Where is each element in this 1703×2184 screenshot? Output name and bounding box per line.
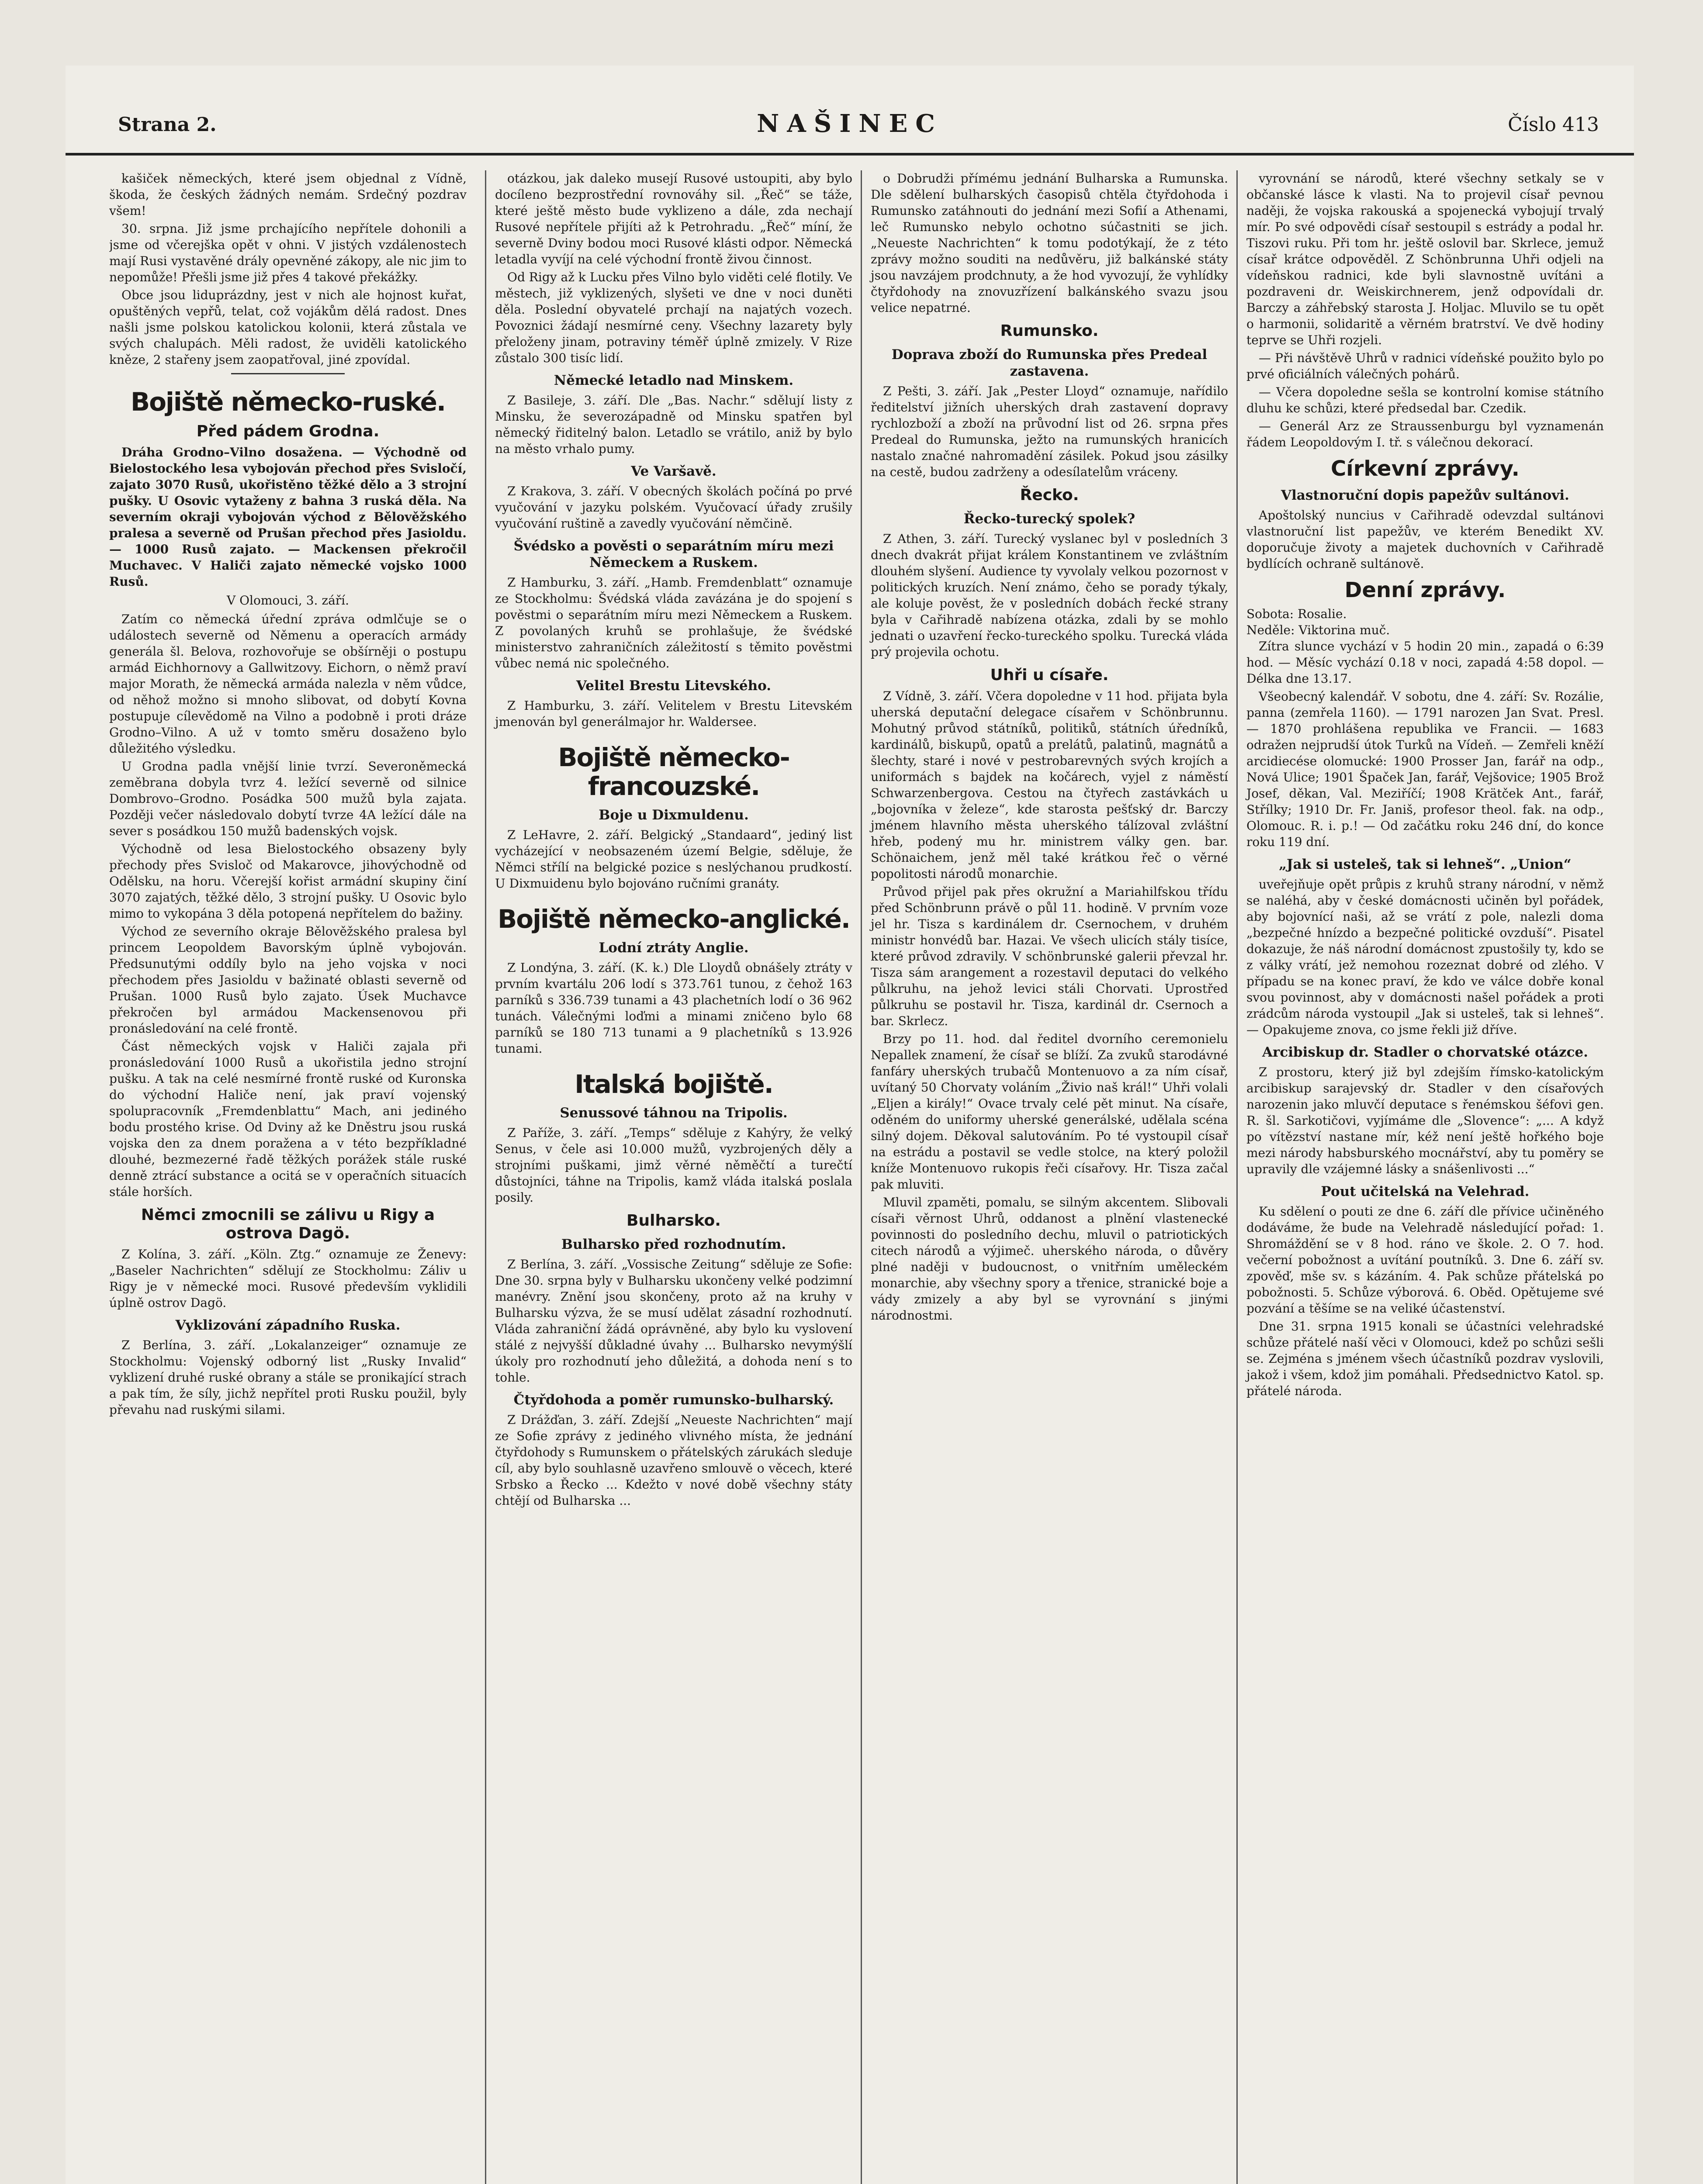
headline: Řecko. — [1020, 486, 1079, 504]
paragraph: Všeobecný kalendář. V sobotu, dne 4. září: Sv. Rozálie, panna (zemřela 1160). — 1791 narozen Jan Svat. Presl. — 1870 prohlášena republika ve Francii. — 1683 odražen nejprudší útok Turků na Vídeň. — Zemřeli kněží arcidiecése olomucké: 1900 Prosser Jan, farář na odp., Nová Ulice; 1901 Špaček Jan, farář, Vejšovice; 1905 Brož Josef, děkan, Val. Meziříčí; 1908 Krätček Ant., farář, Střílky; 1910 Dr. Fr. Janiš, profesor theol. fak. na odp., Olomouc. R. i. p.! — Od začátku roku 246 dní, do konce roku 119 dní. — [1246, 689, 1604, 849]
paragraph: Ku sdělení o pouti ze dne 6. září dle přívice učiněného dodáváme, že bude na Velehradě následující pořad: 1. Shromáždění se v 8 hod. ráno ve škole. 2. O 7. hod. večerní pobožnost a uvítání poutníků. 3. Dne 6. září sv. zpověď, mše sv. s kázáním. 4. Pak schůze přátelská po pobožnosti. 5. Schůze výborová. 6. Oběd. Opětujeme své pozvání a těšíme se na veliké účastenství. — [1246, 1204, 1604, 1316]
subheadline: Senussové táhnou na Tripolis. — [560, 1105, 788, 1121]
paragraph: Část německých vojsk v Haliči zajala při pronásledování 1000 Rusů a ukořistila jedno strojní pušku. A tak na celé nesmírné frontě ruské od Kuronska do východní Haliče není, jak praví vojenský spolupracovník „Fremdenblattu“ Mach, ani jediného bodu prostého krise. Od Dviny až ke Dněstru jsou ruská vojska den za dnem poražena a v této bezpříkladné dlouhé, bezmezerné řadě těžkých porážek stále ruské denně ztrácí substance a ocitá se v operačních situacích stále horších. — [109, 1039, 467, 1199]
page-header — [66, 105, 1634, 156]
paragraph: Z Pešti, 3. září. Jak „Pester Lloyd“ oznamuje, nařídilo ředitelství jižních uherských drah zastavení dopravy rychlozboží a zboží na průvodní list od 26. srpna přes Predeal do Rumunska, ježto na rumunských hranicích nastalo značné nahromadění zásilek. Pokud jsou zásilky na cestě, budou zadrženy a odesílatelům vráceny. — [871, 384, 1228, 479]
column-3 — [861, 170, 1228, 2184]
subheadline: Bulharsko před rozhodnutím. — [561, 1237, 786, 1252]
paragraph: o Dobrudži přímému jednání Bulharska a Rumunska. Dle sdělení bulharských časopisů chtěla čtyřdohoda i Rumunsko zatáhnouti do jednání mezi Sofií a Athenami, leč Rumunsko nebylo ochotno súčastniti se jich. „Neueste Nachrichten“ k tomu podotýkají, že z této zprávy možno souditi na nedůvěru, již balkánské státy jsou navzájem prodchnuty, a že hod vyvozují, že vyhlídky čtyřdohody na znovuzřízení balkánského svazu jsou velice nepatrné. — [871, 171, 1228, 315]
paragraph: Z Drážďan, 3. září. Zdejší „Neueste Nachrichten“ mají ze Sofie zprávy z jediného vlivného místa, že jednání čtyřdohody s Rumunskem o přátelských zárukách sleduje cíl, aby bylo souhlasně uzavřeno smlouvě o věcech, které Srbsko a Řecko ... Kdežto v nové době všechny státy chtějí od Bulharska ... — [495, 1413, 852, 1508]
paragraph: Z LeHavre, 2. září. Belgický „Standaard“, jediný list vycházející v neobsazeném území Belgie, sděluje, že Němci střílí na belgické pozice s neslýchanou prudkostí. U Dixmuidenu bylo bojováno ručními granáty. — [495, 828, 852, 891]
paragraph: Z Hamburku, 3. září. Velitelem v Brestu Litevském jmenován byl generálmajor hr. Waldersee. — [495, 698, 852, 729]
paragraph: Z Berlína, 3. září. „Lokalanzeiger“ oznamuje ze Stockholmu: Vojenský odborný list „Rusky Invalid“ vyklizení druhé ruské obrany a stále se pronikající strach a pak tím, že síly, jichž nepřítel proti Rusku použil, byly převahu nad ruskými silami. — [109, 1338, 467, 1417]
paragraph: Průvod přijel pak přes okružní a Mariahilfskou třídu před Schönbrunn právě o půl 11. hodině. V prvním voze jel hr. Tisza s kardinálem dr. Csernochem, v druhém ministr honvédů bar. Hazai. Ve všech ulicích stály tisíce, které průvod zdravily. V schönbrunské galerii převzal hr. Tisza sám arangement a rozestavil deputaci do velkého půlkruhu, na jehož levici stáli Chorvati. Uprostřed půlkruhu se postavil hr. Tisza, kardinál dr. Csernoch a bar. Skrlecz. — [871, 885, 1228, 1028]
newspaper-page — [66, 66, 1634, 2184]
headline: Němci zmocnili se zálivu u Rigy a ostrova Dagö. — [141, 1206, 435, 1242]
subheadline: Pout učitelská na Velehrad. — [1321, 1184, 1530, 1199]
paragraph: — Včera dopoledne sešla se kontrolní komise státního dluhu ke schůzi, které předsedal bar. Czedik. — [1246, 385, 1604, 415]
paragraph: Dne 31. srpna 1915 konali se účastníci velehradské schůze přátelé naší věci v Olomouci, kdež po schůzi sešli se. Zejména s jménem všech účastníků pozdrav vyslovili, jakož i všem, kdož jim pomáhali. Předsednictvo Katol. sp. přátelé národa. — [1246, 1319, 1604, 1398]
paragraph: Z prostoru, který již byl zdejším římsko-katolickým arcibiskup sarajevský dr. Stadler v den císařových narozenin jako mluvčí deputace s řenémskou šéfovi gen. R. šl. Sarkotičovi, vyjímáme dle „Slovence“: „... A když po vítězství nastane mír, kéž není ještě hořkého boje mezi národy habsburského mocnářství, aby tu poměry se upravily dle vzájemné lásky a snášenlivosti ...“ — [1246, 1065, 1604, 1176]
paragraph: Apoštolský nuncius v Cařihradě odevzdal sultánovi vlastnoruční list papežův, ve kterém Benedikt XV. doporučuje životy a majetek duchovních v Cařihradě bydlících ochraně sultánově. — [1246, 508, 1604, 571]
section-banner: Bojiště německo-ruské. — [130, 387, 446, 417]
headline: Uhři u císaře. — [990, 666, 1109, 684]
paragraph: U Grodna padla vnější linie tvrzí. Severoněmecká zeměbrana dobyla tvrz 4. ležící severně od silnice Dombrovo–Grodno. Posádka 500 mužů byla zajata. Později večer následovalo dobytí tvrze 4A ležící dále na sever s posádkou 150 mužů badenských vojsk. — [109, 759, 467, 838]
section-heading: Církevní zprávy. — [1331, 456, 1520, 481]
paragraph: Z Vídně, 3. září. Včera dopoledne v 11 hod. přijata byla uherská deputační delegace císařem v Schönbrunnu. Mohutný průvod státníků, politiků, státních úředníků, kardinálů, biskupů, opatů a prelátů, palatinů, magnátů a šlechty, staré i nové v pestrobarevných svých krojích a uniformách s bajdek na kočárech, vyjel z náměstí Schwarzenbergova. Cestou na čtyřech zastávkách u „bojovníka v železe“, kde starosta pešťský dr. Barczy jménem hlavního města uherského tálízoval zvláštní hřeb, podený mu hr. ministrem války gen. bar. Schönaichem, jenž měl také krátkou řeč o věrné popolitosti národů monarchie. — [871, 689, 1228, 881]
paragraph: kašiček německých, které jsem objednal z Vídně, škoda, že českých žádných nemám. Srdečný pozdrav všem! — [109, 171, 467, 218]
paragraph: Z Basileje, 3. září. Dle „Bas. Nachr.“ sdělují listy z Minsku, že severozápadně od Minsku spatřen byl německý řiditelný balon. Letadlo se vrátilo, aniž by bylo na město vrhalo pumy. — [495, 393, 852, 456]
section-banner: Bojiště německo-anglické. — [498, 904, 850, 934]
subheadline: Arcibiskup dr. Stadler o chorvatské otázce. — [1262, 1044, 1589, 1060]
subheadline: Velitel Brestu Litevského. — [576, 678, 772, 694]
paragraph: — Generál Arz ze Straussenburgu byl vyznamenán řádem Leopoldovým I. tř. s válečnou dekorací. — [1246, 419, 1604, 449]
section-banner: Bojiště německo-francouzské. — [558, 743, 789, 801]
paragraph: Z Kolína, 3. září. „Köln. Ztg.“ oznamuje ze Ženevy: „Baseler Nachrichten“ sdělují ze Stockholmu: Záliv u Rigy je v německé moci. Rusové především vyklidili úplně ostrov Dagö. — [109, 1247, 467, 1310]
subheadline: „Jak si usteleš, tak si lehneš“. „Union“ — [1279, 857, 1571, 872]
paragraph: Z Athen, 3. září. Turecký vyslanec byl v posledních 3 dnech dvakrát přijat králem Konstantinem ve zvláštním dlouhém slyšení. Audience ty vyvolaly velkou pozornost v politických kruzích. Není známo, čeho se porady týkaly, ale koluje pověst, že v posledních dobách řecké strany byla v Cařihradě nabízena otázka, zdali by se mohlo jednati o uzavření řecko-tureckého spolku. Turecká vláda prý projevila ochotu. — [871, 532, 1228, 659]
paragraph: 30. srpna. Již jsme prchajícího nepřítele dohonili a jsme od včerejška opět v ohni. V jistých vzdálenostech mají Rusi vystavěné drály opevněné zákopy, ale nic jim to nepomůže! Přešli jsme již přes 4 takové překážky. — [109, 221, 467, 284]
subheadline: Lodní ztráty Anglie. — [599, 940, 749, 956]
masthead-title: NAŠINEC — [757, 109, 943, 138]
lead-paragraph: Dráha Grodno–Vilno dosažena. — Východně od Bielostockého lesa vybojován přechod přes Svisločí, zajato 3070 Rusů, ukořistěno těžké dělo a 3 strojní pušky. U Osovic vytaženy z bahna 3 ruská děla. Na severním okraji vybojován východ z Bělověžského pralesa a severně od Prušan přechod přes Jasioldu. — 1000 Rusů zajato. — Mackensen překročil Muchavec. V Haliči zajato německé vojsko 1000 Rusů. — [109, 445, 467, 589]
paragraph: Od Rigy až k Lucku přes Vilno bylo viděti celé flotily. Ve městech, již vyklizených, slyšeti ve dne v noci duněti děla. Poslední obyvatelé prchají na najatých vozech. Povoznici žádají nesmírné ceny. Všechny lazarety byly přeloženy jinam, potraviny téměř úplně zmizely. V Rize zůstalo 300 tisíc lidí. — [495, 270, 852, 365]
dateline: V Olomouci, 3. září. — [226, 593, 350, 608]
paragraph: Zatím co německá úřední zpráva odmlčuje se o událostech severně od Němenu a operacích armády generála šl. Belova, rozhovořuje se obšírněji o postupu armád Eichhornovy a Gallwitzovy. Eichorn, o němž praví major Morath, že německá armáda nalezla v něm vůdce, od něhož možno si mnoho slibovat, od dobytí Kovna postupuje cílevědomě na Vilno a podobně i proti dráze Grodno–Vilno. A už v tomto směru dosaženo bylo důležitého výsledku. — [109, 612, 467, 756]
calendar-line: Neděle: Viktorina muč. — [1246, 623, 1390, 637]
calendar-line: Sobota: Rosalie. — [1246, 607, 1347, 621]
headline: Rumunsko. — [1000, 322, 1099, 340]
subheadline: Doprava zboží do Rumunska přes Predeal zastavena. — [891, 347, 1208, 379]
paragraph: Zítra slunce vychází v 5 hodin 20 min., zapadá o 6:39 hod. — Měsíc vychází 0.18 v noci, zapadá 4:58 dopol. — Délka dne 13.17. — [1246, 639, 1604, 686]
paragraph: otázkou, jak daleko musejí Rusové ustoupiti, aby bylo docíleno bezprostřední rovnováhy sil. „Řeč“ se táže, které ještě město bude vyklizeno a dále, zda nechají Rusové nepřítele přijíti až k Petrohradu. „Řeč“ míní, že severně Dviny bodou moci Rusové klásti odpor. Německá letadla vyvíjí na celé východní frontě živou činnost. — [495, 171, 852, 266]
paragraph: Východně od lesa Bielostockého obsazeny byly přechody přes Svisloč od Makarovce, jihovýchodně od Odělsku, na horu. Včerejší kořist armádní skupiny činí 3070 zajatých, těžké dělo, 3 strojní pušky. U Osovic bylo mimo to vykopána 3 děla potopená nepřítelem do bažiny. — [109, 842, 467, 921]
paragraph: — Při návštěvě Uhrů v radnici vídeňské použito bylo po prvé oficiálních válečných pohárů. — [1246, 351, 1604, 381]
paragraph: Obce jsou liduprázdny, jest v nich ale hojnost kuřat, opuštěných vepřů, telat, což vojákům dělá radost. Dnes našli jsme polskou katolickou kolonii, která zůstala ve svých chalupách. Měli radost, že uviděli katolického kněze, 2 stařeny jsem zaopatřoval, jiné zpovídal. — [109, 288, 467, 367]
column-4 — [1236, 170, 1604, 2184]
paragraph: Z Berlína, 3. září. „Vossische Zeitung“ sděluje ze Sofie: Dne 30. srpna byly v Bulharsku ukončeny velké podzimní manévry. Znění jsou skončeny, proto až na kruhy v Bulharsku výzva, že se musí udělat zásadní rozhodnutí. Vláda zahraniční žádá oprávněné, aby bylo ku vyslovení stálé z nejvyšší důkladné úvahy ... Bulharsko nevymýšlí úkoly pro rozhodnutí jeho důležitá, a dohoda není s to tohle. — [495, 1257, 852, 1385]
subheadline: Ve Varšavě. — [631, 463, 717, 479]
paragraph: Mluvil zpaměti, pomalu, se silným akcentem. Slibovali císaři věrnost Uhrů, oddanost a plnění vlastenecké povinnosti do posledního dechu, mluvil o patriotických citech národů a výjimeč. uherského národa, o důvěry plné naději v budoucnost, o vnitřním uměleckém monarchie, aby všechny spory a třenice, stranické boje a vády zmizely a aby byl se vyrovnání s jinými národnostmi. — [871, 1195, 1228, 1323]
paragraph: Z Krakova, 3. září. V obecných školách počíná po prvé vyučování v jazyku polském. Vyučovací úřady zrušily vyučování ruštině a zavedly vyučování němčině. — [495, 484, 852, 531]
subheadline: Vyklizování západního Ruska. — [175, 1317, 401, 1333]
section-heading: Denní zprávy. — [1344, 578, 1506, 602]
columns — [109, 170, 1604, 2184]
paragraph: Z Paříže, 3. září. „Temps“ sděluje z Kahýry, že velký Senus, v čele asi 10.000 mužů, vyzbrojených děly a strojními puškami, jimž věrné něměčtí a turečtí důstojníci, táhne na Tripolis, kamž vláda italská poslala posily. — [495, 1126, 852, 1205]
page-label: Strana 2. — [118, 114, 217, 136]
divider — [231, 373, 345, 374]
paragraph: Východ ze severního okraje Bělověžského pralesa byl princem Leopoldem Bavorským úplně vybojován. Předsunutými oddíly bylo na jeho vojska v noci přechodem přes Jasioldu v bažinaté oblasti severně od Prušan. 1000 Rusů bylo zajato. Úsek Muchavce překročen byl armádou Mackensenovou při pronásledování na celé frontě. — [109, 924, 467, 1036]
headline: Bulharsko. — [627, 1212, 721, 1230]
subheadline: Švédsko a pověsti o separátním míru mezi Německem a Ruskem. — [513, 538, 834, 570]
paragraph: vyrovnání se národů, které všechny setkaly se v občanské lásce k vlasti. Na to projevil císař pevnou naději, že vojska rakouská a spojenecká vybojují trvalý mír. Po své odpovědi císař sestoupil s estrády a podal hr. Tiszovi ruku. Při tom hr. ještě oslovil bar. Skrlece, jemuž císař krátce odpověděl. Z Schönbrunna Uhři odjeli na vídeňskou radnici, kde byli slavnostně uvítáni a pozdraveni dr. Weiskirchnerem, jenž odpovídali dr. Barczy a záhřebský starosta J. Holjac. Mluvilo se tu opět o harmonii, solidaritě a věrném bratrství. Ve dvě hodiny teprve se Uhři rozjeli. — [1246, 171, 1604, 347]
subheadline: Řecko-turecký spolek? — [963, 511, 1135, 527]
paragraph: Z Londýna, 3. září. (K. k.) Dle Lloydů obnášely ztráty v prvním kvartálu 206 lodí s 373.761 tunou, z čehož 163 parníků s 336.739 tunami a 43 plachetních lodí o 36 962 tunách. Válečnými loďmi a minami zničeno bylo 68 parníků se 180 713 tunami a 9 plachetníků s 13.926 tunami. — [495, 961, 852, 1056]
paragraph: Z Hamburku, 3. září. „Hamb. Fremdenblatt“ oznamuje ze Stockholmu: Švédská vláda zavázána je do spojení s pověstmi o separátním míru mezi Německem a Ruskem. Z povolaných kruhů se prohlašuje, že švédské ministerstvo zahraničních záležitostí s těmito pověstmi vůbec nemá nic společného. — [495, 575, 852, 670]
paragraph: Brzy po 11. hod. dal ředitel dvorního ceremonielu Nepallek znamení, že císař se blíží. Za zvuků starodávné fanfáry uherských trubačů Montenuovo a za ním císař, uvítaný 50 Chorvaty voláním „Živio naš král!“ Uhři volali „Eljen a király!“ Ovace trvaly celé pět minut. Na císaře, oděném do uniformy uherské generálské, udělala scéna silný dojem. Děkoval salutováním. Po té vystoupil císař na estrádu a postavil se vedle stolce, na který položil kníže Montenuovo rukopis řeči císařovy. Hr. Tisza začal pak mluviti. — [871, 1032, 1228, 1192]
column-2 — [485, 170, 852, 2184]
paragraph: uveřejňuje opět průpis z kruhů strany národní, v němž se naléhá, aby v české domácnosti učiněn byl pořádek, aby bojovnící naši, až se vrátí z pole, nalezli doma „bezpečné hnízdo a bezpečné politické ovzduší“. Pisatel dokazuje, že náš národní domácnost zpustošily ty, kdo se z války vrátí, jež nemohou rozeznat dobré od zlého. V případu se na konec praví, že kdo ve válce dobře konal svou povinnost, aby v domácnosti našel pořádek a proti zrádcům národa vystoupil „Jak si usteleš, tak si lehneš“. — Opakujeme znova, co jsme řekli již dříve. — [1246, 877, 1604, 1037]
issue-number: Číslo 413 — [1508, 114, 1599, 136]
section-banner: Italská bojiště. — [575, 1069, 773, 1099]
subheadline: Vlastnoruční dopis papežův sultánovi. — [1281, 487, 1569, 503]
subheadline: Čtyřdohoda a poměr rumunsko-bulharský. — [513, 1392, 834, 1408]
subheadline: Německé letadlo nad Minskem. — [554, 373, 794, 388]
subheadline: Boje u Dixmuldenu. — [599, 807, 749, 823]
headline: Před pádem Grodna. — [196, 422, 380, 440]
column-1 — [109, 170, 467, 2184]
